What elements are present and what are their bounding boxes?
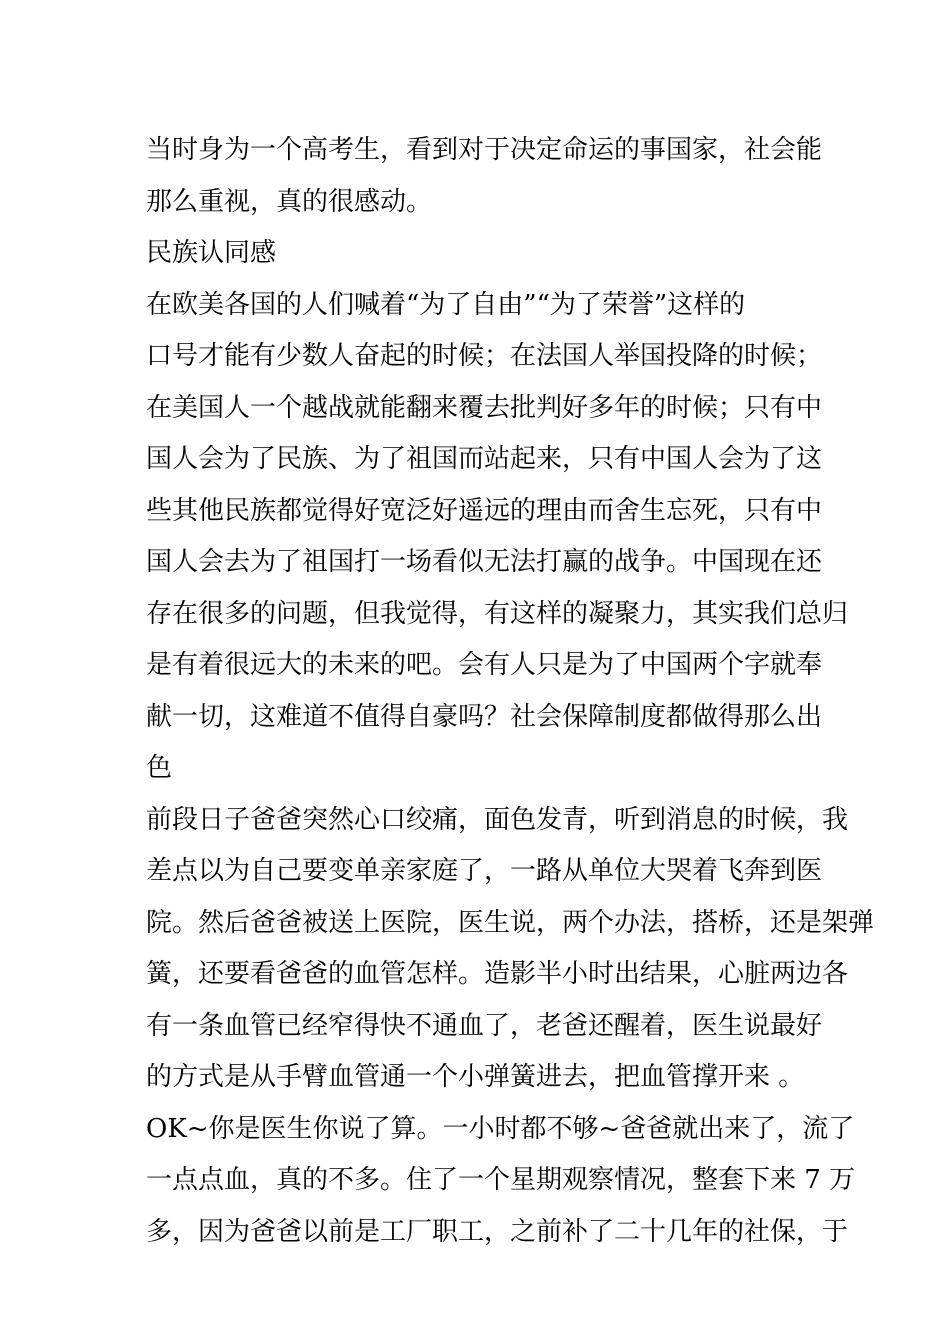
text-line: 一点点血，真的不多。住了一个星期观察情况，整套下来 7 万	[146, 1165, 856, 1195]
text-line: 国人会为了民族、为了祖国而站起来，只有中国人会为了这	[146, 444, 823, 474]
text-line: 那么重视，真的很感动。	[146, 186, 433, 217]
document-body	[146, 125, 875, 1258]
text-line: 是有着很远大的未来的吧。会有人只是为了中国两个字就奉	[146, 650, 823, 680]
text-line: 院。然后爸爸被送上医院，医生说，两个办法，搭桥，还是架弹	[146, 907, 875, 938]
text-line: 簧，还要看爸爸的血管怎样。造影半小时出结果，心脏两边各	[146, 959, 849, 989]
text-line: 色	[146, 753, 173, 783]
text-line: 有一条血管已经窄得快不通血了，老爸还醒着，医生说最好	[146, 1010, 823, 1041]
text-line: 在欧美各国的人们喊着“为了自由”“为了荣誉”这样的	[146, 289, 746, 320]
text-line: 国人会去为了祖国打一场看似无法打赢的战争。中国现在还	[146, 547, 823, 577]
text-line: 的方式是从手臂血管通一个小弹簧进去，把血管撑开来 。	[146, 1062, 805, 1092]
text-line: 存在很多的问题，但我觉得，有这样的凝聚力，其实我们总归	[146, 598, 849, 629]
text-line: 献一切，这难道不值得自豪吗？社会保障制度都做得那么出	[146, 701, 823, 732]
text-line: OK~你是医生你说了算。一小时都不够~爸爸就出来了，流了	[146, 1113, 855, 1144]
text-line: 多，因为爸爸以前是工厂职工，之前补了二十几年的社保，于	[146, 1216, 849, 1247]
text-line: 在美国人一个越战就能翻来覆去批判好多年的时候；只有中	[146, 392, 823, 423]
text-line: 前段日子爸爸突然心口绞痛，面色发青，听到消息的时候，我	[146, 804, 849, 835]
text-line: 当时身为一个高考生，看到对于决定命运的事国家，社会能	[146, 135, 823, 165]
section-heading: 民族认同感	[146, 238, 277, 268]
text-line: 差点以为自己要变单亲家庭了，一路从单位大哭着飞奔到医	[146, 856, 823, 886]
text-line: 口号才能有少数人奋起的时候；在法国人举国投降的时候；	[146, 341, 823, 371]
text-line: 些其他民族都觉得好宽泛好遥远的理由而舍生忘死，只有中	[146, 495, 823, 526]
